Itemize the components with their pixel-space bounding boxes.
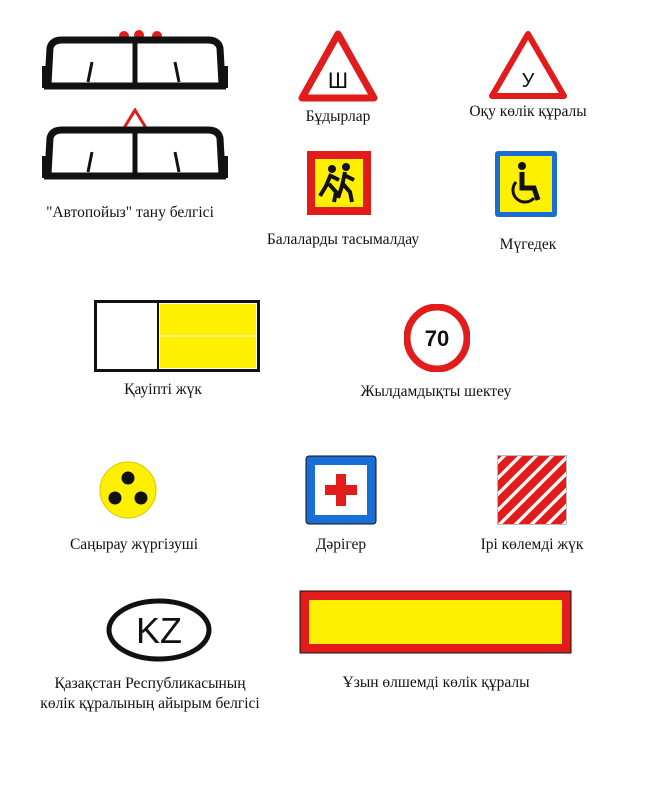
kz-code: KZ: [135, 610, 183, 651]
large-sign: [497, 455, 567, 525]
large-label: Ірі көлемді жүк: [480, 536, 584, 553]
disabled-label: Мүгедек: [499, 236, 557, 253]
autotrain-cab-bottom: [40, 108, 230, 186]
deaf-label: Саңырау жүргізуші: [69, 536, 199, 553]
learner-sign: [488, 30, 568, 100]
learner-letter: У: [521, 70, 535, 92]
kz-label-line2: көлік құралының айырым белгісі: [40, 695, 260, 712]
learner-label: Оқу көлік құралы: [469, 103, 587, 120]
children-label: Балаларды тасымалдау: [266, 231, 420, 248]
bumps-label: Бұдырлар: [305, 108, 371, 125]
long-label: Ұзын өлшемді көлік құралы: [342, 674, 530, 691]
disabled-sign: [494, 150, 558, 218]
bumps-letter: Ш: [327, 68, 349, 93]
speed-sign: [404, 304, 470, 372]
children-sign: [306, 150, 372, 216]
doctor-label: Дәрігер: [315, 536, 367, 553]
doctor-sign: [305, 455, 377, 525]
autotrain-label: "Автопойыз" тану белгісі: [46, 204, 214, 221]
speed-label: Жылдамдықты шектеу: [360, 383, 512, 400]
bumps-sign: [298, 30, 378, 102]
kz-sign: [106, 598, 212, 662]
long-sign: [299, 590, 572, 654]
speed-value: 70: [424, 326, 450, 351]
kz-label-line1: Қазақстан Республикасының: [54, 675, 246, 692]
deaf-sign: [98, 460, 158, 520]
autotrain-cab-top: [40, 26, 230, 96]
dangerous-label: Қауіпті жүк: [124, 381, 202, 398]
dangerous-sign: [94, 300, 260, 372]
